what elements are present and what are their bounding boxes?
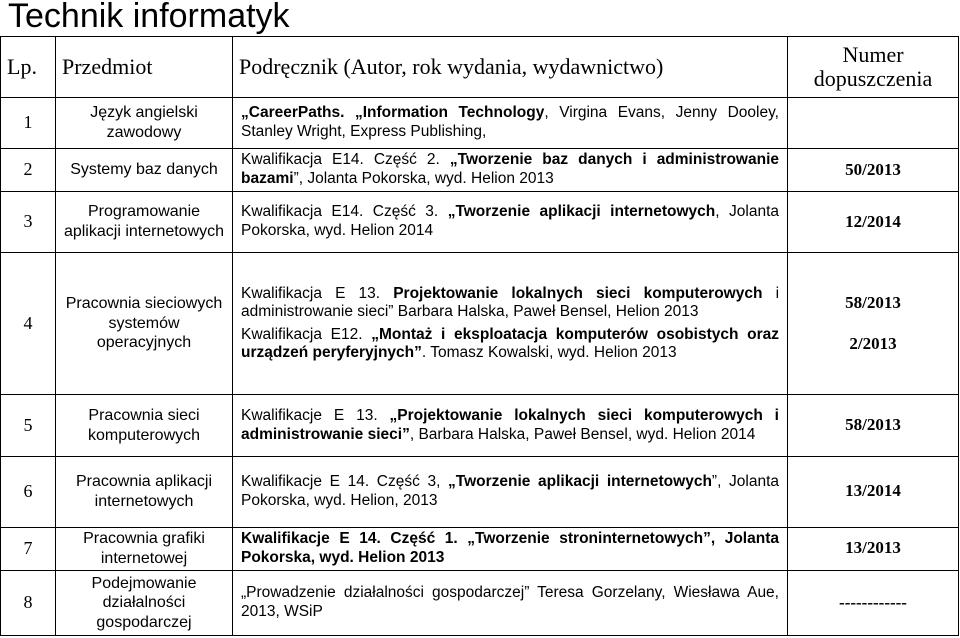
cell-number (788, 252, 959, 395)
cell-number (788, 456, 959, 527)
cell-book (233, 252, 788, 395)
table-row (1, 191, 959, 252)
book-entry-bold: „Tworzenie baz danych i administrowanie bazami (241, 151, 779, 187)
book-entry (241, 203, 779, 240)
book-entry-text: , Jolanta Pokorska, wyd. Helion 2014 (241, 203, 779, 239)
table-body (1, 98, 959, 636)
book-entry-bold: „Tworzenie aplikacji internetowych (447, 203, 716, 221)
book-entry-bold: „Tworzenie aplikacji internetowych (448, 473, 712, 491)
cell-book (233, 395, 788, 456)
cell-lp: 3 (1, 191, 56, 252)
approval-number: 13/2013 (845, 538, 901, 558)
book-entry (241, 151, 779, 188)
book-entry-bold: Projektowanie lokalnych sieci komputerowych (393, 284, 763, 302)
cell-number (788, 570, 959, 635)
cell-book (233, 148, 788, 191)
cell-lp: 7 (1, 527, 56, 570)
table-row (1, 570, 959, 635)
book-entry-text: . Tomasz Kowalski, wyd. Helion 2013 (421, 344, 677, 362)
book-entry-bold: Kwalifikacje E 14. Część 1. „Tworzenie stroninternetowych”, Jolanta Pokorska, wyd. Helion 2013 (241, 530, 779, 566)
book-entry (241, 285, 779, 322)
page-title: Technik informatyk (8, 0, 290, 35)
book-entry-text: i administrowanie sieci” Barbara Halska, Paweł Bensel, Helion 2013 (241, 284, 780, 321)
cell-subject: Pracownia sieciowych systemów operacyjnych (56, 252, 233, 395)
table-row (1, 456, 959, 527)
header-number: Numer dopuszczenia (788, 37, 959, 98)
cell-lp: 6 (1, 456, 56, 527)
cell-number (788, 527, 959, 570)
cell-subject: Programowanie aplikacji internetowych (56, 191, 233, 252)
textbook-table (0, 36, 959, 636)
book-entry (241, 473, 779, 510)
book-entry-text: ”, Jolanta Pokorska, wyd. Helion, 2013 (241, 473, 780, 509)
cell-subject: Systemy baz danych (56, 148, 233, 191)
header-subject: Przedmiot (56, 37, 233, 98)
approval-number: ------------ (839, 592, 907, 612)
table-row (1, 395, 959, 456)
book-entry-text: , Virgina Evans, Jenny Dooley, Stanley Wright, Express Publishing, (241, 104, 779, 140)
cell-lp: 8 (1, 570, 56, 635)
table-row (1, 98, 959, 149)
cell-lp: 4 (1, 252, 56, 395)
book-entry-pre: Kwalifikacje E 14. Część 3, (241, 473, 449, 491)
approval-number: 12/2014 (845, 211, 901, 231)
book-entry (241, 326, 779, 363)
book-entry-pre: Kwalifikacja E14. Część 2. (241, 151, 450, 169)
book-entry-pre: Kwalifikacja E14. Część 3. (241, 203, 448, 221)
header-row (1, 37, 959, 98)
book-entry-text: ”, Jolanta Pokorska, wyd. Helion 2013 (293, 169, 554, 187)
approval-number: 58/2013 (845, 415, 901, 435)
cell-lp: 1 (1, 98, 56, 149)
book-entry (241, 104, 779, 141)
book-entry-bold: „Projektowanie lokalnych sieci komputerowych i administrowanie sieci” (241, 406, 779, 443)
cell-subject: Podejmowanie działalności gospodarczej (56, 570, 233, 635)
book-entry-pre: Kwalifikacje E 13. (241, 406, 390, 424)
cell-lp: 5 (1, 395, 56, 456)
cell-number (788, 148, 959, 191)
table-row (1, 527, 959, 570)
cell-book (233, 191, 788, 252)
book-entry-text: „Prowadzenie działalności gospodarczej” Teresa Gorzelany, Wiesława Aue, 2013, WSiP (241, 584, 779, 620)
cell-book (233, 98, 788, 149)
cell-number (788, 98, 959, 149)
cell-subject: Język angielski zawodowy (56, 98, 233, 149)
book-entry-pre: Kwalifikacja E12. (241, 325, 372, 343)
approval-number: 50/2013 (845, 159, 901, 179)
approval-number: 2/2013 (849, 333, 897, 353)
book-entry (241, 530, 779, 567)
book-entry-pre: Kwalifikacja E 13. (241, 284, 394, 302)
table-row (1, 148, 959, 191)
table-row (1, 252, 959, 395)
approval-number: 58/2013 (845, 293, 901, 313)
cell-book (233, 527, 788, 570)
header-lp: Lp. (1, 37, 56, 98)
cell-number (788, 395, 959, 456)
cell-lp: 2 (1, 148, 56, 191)
cell-subject: Pracownia sieci komputerowych (56, 395, 233, 456)
cell-number (788, 191, 959, 252)
book-entry-bold: „CareerPaths. „Information Technology (241, 104, 545, 122)
cell-subject: Pracownia aplikacji internetowych (56, 456, 233, 527)
book-entry-bold: „Montaż i eksploatacja komputerów osobistych oraz urządzeń peryferyjnych” (241, 325, 779, 362)
header-book: Podręcznik (Autor, rok wydania, wydawnictwo) (233, 37, 788, 98)
book-entry (241, 407, 779, 444)
book-entry (241, 584, 779, 621)
book-entry-text: , Barbara Halska, Paweł Bensel, wyd. Helion 2014 (409, 425, 756, 443)
cell-subject: Pracownia grafiki internetowej (56, 527, 233, 570)
cell-book (233, 456, 788, 527)
cell-book (233, 570, 788, 635)
approval-number: 13/2014 (845, 481, 901, 501)
